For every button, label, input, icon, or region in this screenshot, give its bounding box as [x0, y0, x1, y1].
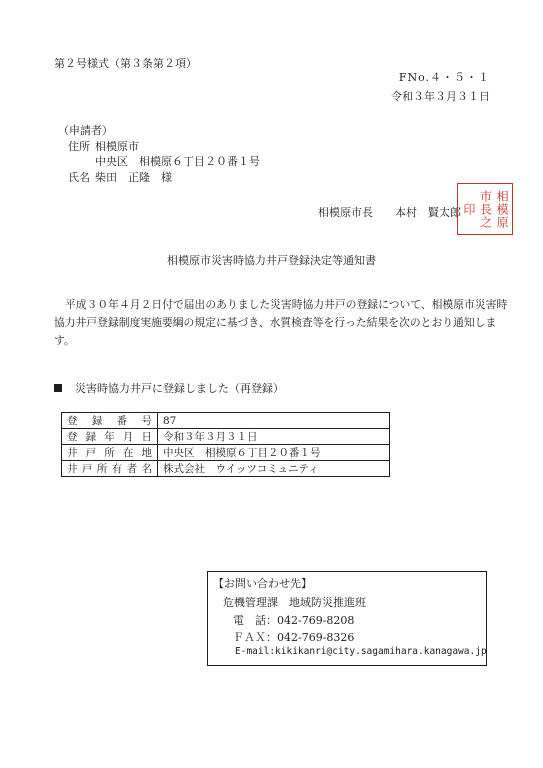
registration-table: [61, 412, 390, 477]
address-label: 住所: [68, 140, 90, 153]
official-seal-icon: [457, 183, 513, 235]
well-owner-label: 井戸所有者名: [62, 461, 158, 477]
table-row: [62, 429, 390, 445]
well-owner-value: 株式会社 ウイッツコミュニティ: [158, 461, 390, 477]
table-row: [62, 413, 390, 429]
registration-number-value: 87: [158, 413, 390, 429]
registration-date-value: 令和３年３月３１日: [158, 429, 390, 445]
table-row: [62, 445, 390, 461]
mayor-name: 相模原市長 本村 賢太郎: [318, 206, 461, 219]
well-location-label: 井戸所在地: [62, 445, 158, 461]
document-date: 令和３年３月３１日: [391, 90, 490, 103]
document-number: FNo.４・５・１: [398, 71, 490, 84]
address-line-2: 中央区 相模原６丁目２０番１号: [95, 155, 260, 168]
applicant-label: （申請者）: [58, 124, 113, 137]
section-heading-text: 災害時協力井戸に登録しました（再登録）: [75, 382, 284, 395]
contact-phone: 電 話：042-769-8208: [233, 614, 355, 627]
contact-department: 危機管理課 地域防災推進班: [223, 596, 366, 609]
square-bullet-icon: [54, 384, 62, 392]
seal-column: 印: [461, 202, 476, 216]
registration-date-label: 登録年月日: [62, 429, 158, 445]
address-line-1: 相模原市: [95, 140, 139, 153]
applicant-name: 柴田 正隆 様: [95, 171, 172, 184]
name-label: 氏名: [68, 171, 90, 184]
contact-email: E-mail:kikikanri@city.sagamihara.kanagawa.jp: [235, 646, 487, 657]
seal-column: 市長之: [478, 189, 493, 229]
seal-column: 相模原: [495, 189, 510, 229]
section-heading: [54, 380, 284, 396]
contact-fax: ＦＡＸ：042-769-8326: [233, 631, 355, 644]
form-number: 第２号様式（第３条第２項）: [54, 57, 197, 70]
table-row: [62, 461, 390, 477]
registration-number-label: 登録番号: [62, 413, 158, 429]
body-paragraph: 平成３０年４月２日付で届出のありました災害時協力井戸の登録について、相模原市災害時協力井戸登録制度実施要綱の規定に基づき、水質検査等を行った結果を次のとおり通知します。: [54, 298, 508, 347]
document-title: 相模原市災害時協力井戸登録決定等通知書: [167, 254, 376, 267]
well-location-value: 中央区 相模原６丁目２０番１号: [158, 445, 390, 461]
contact-title: 【お問い合わせ先】: [213, 577, 312, 590]
